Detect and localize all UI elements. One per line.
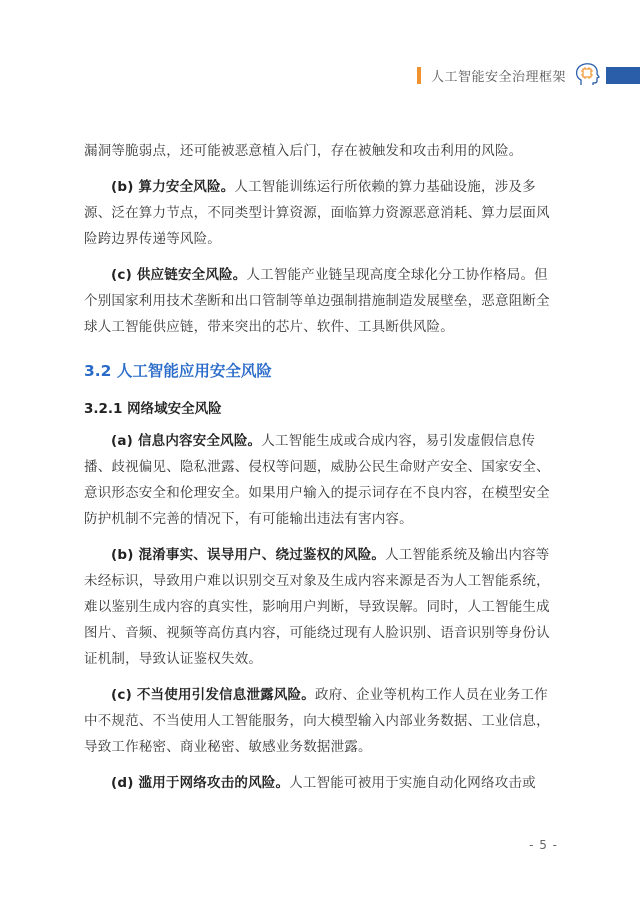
- header-blue-bar: [606, 67, 640, 84]
- document-body: [84, 138, 554, 806]
- paragraph-lead: (a) 信息内容安全风险。: [111, 433, 262, 449]
- paragraph-text: 人工智能生成或合成内容，易引发虚假信息传播、歧视偏见、隐私泄露、侵权等问题，威胁公民生命财产安全、国家安全、意识形态安全和伦理安全。如果用户输入的提示词存在不良内容，在模型安全防护机制不完善的情况下，有可能输出违法有害内容。: [84, 433, 550, 527]
- section-heading: 3.2 人工智能应用安全风险: [84, 362, 272, 380]
- paragraph-leak-risk: [84, 682, 554, 760]
- paragraph-text: 人工智能产业链呈现高度全球化分工协作格局。但个别国家利用技术垄断和出口管制等单边强制措施制造发展壁垒，恶意阻断全球人工智能供应链，带来突出的芯片、软件、工具断供风险。: [84, 267, 550, 335]
- ai-brain-icon: [572, 62, 602, 88]
- paragraph-misleading-risk: [84, 542, 554, 672]
- paragraph-text: 人工智能训练运行所依赖的算力基础设施，涉及多源、泛在算力节点，不同类型计算资源，面临算力资源恶意消耗、算力层面风险跨边界传递等风险。: [84, 179, 550, 247]
- subsection-heading: 3.2.1 网络域安全风险: [84, 401, 222, 417]
- header-accent-mark: [417, 67, 421, 84]
- page-header: [417, 62, 640, 88]
- paragraph-compute-risk: [84, 174, 554, 252]
- paragraph-text: 漏洞等脆弱点，还可能被恶意植入后门，存在被触发和攻击利用的风险。: [84, 143, 523, 159]
- page-number: - 5 -: [529, 838, 558, 852]
- paragraph-continued: [84, 138, 554, 164]
- paragraph-text: 政府、企业等机构工作人员在业务工作中不规范、不当使用人工智能服务，向大模型输入内部业务数据、工业信息，导致工作秘密、商业秘密、敏感业务数据泄露。: [84, 687, 550, 755]
- header-title: 人工智能安全治理框架: [430, 69, 566, 85]
- paragraph-text: 人工智能可被用于实施自动化网络攻击或: [289, 775, 536, 791]
- paragraph-lead: (c) 不当使用引发信息泄露风险。: [111, 687, 315, 703]
- paragraph-lead: (d) 滥用于网络攻击的风险。: [111, 775, 290, 791]
- paragraph-content-risk: [84, 428, 554, 532]
- paragraph-attack-risk: [84, 770, 554, 796]
- paragraph-lead: (c) 供应链安全风险。: [111, 267, 247, 283]
- paragraph-supply-chain-risk: [84, 262, 554, 340]
- paragraph-lead: (b) 混淆事实、误导用户、绕过鉴权的风险。: [111, 547, 386, 563]
- paragraph-text: 人工智能系统及输出内容等未经标识，导致用户难以识别交互对象及生成内容来源是否为人工智能系统，难以鉴别生成内容的真实性，影响用户判断，导致误解。同时，人工智能生成图片、音频、视频等高仿真内容，可能绕过现有人脸识别、语音识别等身份认证机制，导致认证鉴权失效。: [84, 547, 550, 667]
- paragraph-lead: (b) 算力安全风险。: [111, 179, 235, 195]
